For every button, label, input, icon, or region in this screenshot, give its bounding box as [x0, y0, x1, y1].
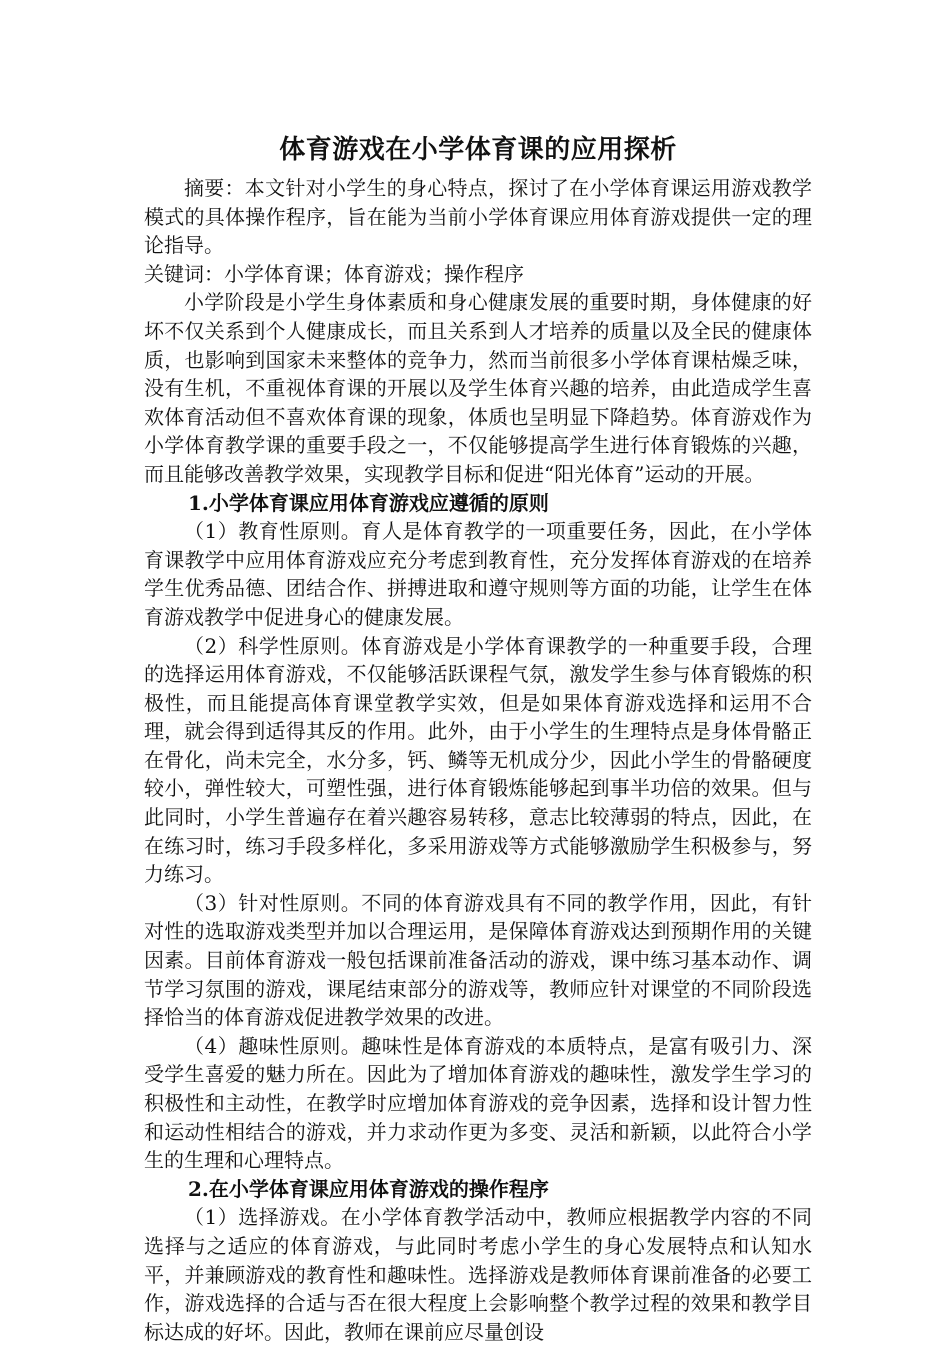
section-1-paragraph-4: （4）趣味性原则。趣味性是体育游戏的本质特点，是富有吸引力、深受学生喜爱的魅力所在。因此为了增加体育游戏的趣味性，激发学生学习的积极性和主动性，在教学时应增加体育游戏的竞争因素，选择和设计智力性和运动性相结合的游戏，并力求动作更为多变、灵活和新颖，以此符合小学生的生理和心理特点。: [144, 1033, 812, 1173]
intro-paragraph: 小学阶段是小学生身体素质和身心健康发展的重要时期，身体健康的好坏不仅关系到个人健康成长，而且关系到人才培养的质量以及全民的健康体质，也影响到国家未来整体的竞争力，然而当前很多小学体育课枯燥乏味，没有生机，不重视体育课的开展以及学生体育兴趣的培养，由此造成学生喜欢体育活动但不喜欢体育课的现象，体质也呈明显下降趋势。体育游戏作为小学体育教学课的重要手段之一，不仅能够提高学生进行体育锻炼的兴趣，而且能够改善教学效果，实现教学目标和促进“阳光体育”运动的开展。: [144, 290, 812, 486]
section-1-paragraph-1: （1）教育性原则。育人是体育教学的一项重要任务，因此，在小学体育课教学中应用体育游戏应充分考虑到教育性，充分发挥体育游戏的在培养学生优秀品德、团结合作、拼搏进取和遵守规则等方面的功能，让学生在体育游戏教学中促进身心的健康发展。: [144, 519, 812, 629]
section-2-heading: 2.在小学体育课应用体育游戏的操作程序: [188, 1176, 549, 1201]
keywords-line: 关键词：小学体育课；体育游戏；操作程序: [144, 261, 524, 286]
section-1-heading: 1.小学体育课应用体育游戏应遵循的原则: [188, 490, 549, 515]
section-1-paragraph-2: （2）科学性原则。体育游戏是小学体育课教学的一种重要手段，合理的选择运用体育游戏，不仅能够活跃课程气氛，激发学生参与体育锻炼的积极性，而且能提高体育课堂教学实效，但是如果体育游戏选择和运用不合理，就会得到适得其反的作用。此外，由于小学生的生理特点是身体骨骼正在骨化，尚未完全，水分多，钙、鳞等无机成分少，因此小学生的骨骼硬度较小，弹性较大，可塑性强，进行体育锻炼能够起到事半功倍的效果。但与此同时，小学生普遍存在着兴趣容易转移，意志比较薄弱的特点，因此，在在练习时，练习手段多样化，多采用游戏等方式能够激励学生积极参与，努力练习。: [144, 633, 812, 887]
abstract-paragraph: 摘要：本文针对小学生的身心特点，探讨了在小学体育课运用游戏教学模式的具体操作程序，旨在能为当前小学体育课应用体育游戏提供一定的理论指导。: [144, 176, 812, 258]
section-1-paragraph-3: （3）针对性原则。不同的体育游戏具有不同的教学作用，因此，有针对性的选取游戏类型并加以合理运用，是保障体育游戏达到预期作用的关键因素。目前体育游戏一般包括课前准备活动的游戏，课中练习基本动作、调节学习氛围的游戏，课尾结束部分的游戏等，教师应针对课堂的不同阶段选择恰当的体育游戏促进教学效果的改进。: [144, 890, 812, 1030]
section-2-paragraph-1: （1）选择游戏。在小学体育教学活动中，教师应根据教学内容的不同选择与之适应的体育游戏，与此同时考虑小学生的身心发展特点和认知水平，并兼顾游戏的教育性和趣味性。选择游戏是教师体育课前准备的必要工作，游戏选择的合适与否在很大程度上会影响整个教学过程的效果和教学目标达成的好坏。因此，教师在课前应尽量创设: [144, 1205, 812, 1344]
document-page: [144, 132, 812, 1346]
document-title: 体育游戏在小学体育课的应用探析: [279, 135, 677, 165]
